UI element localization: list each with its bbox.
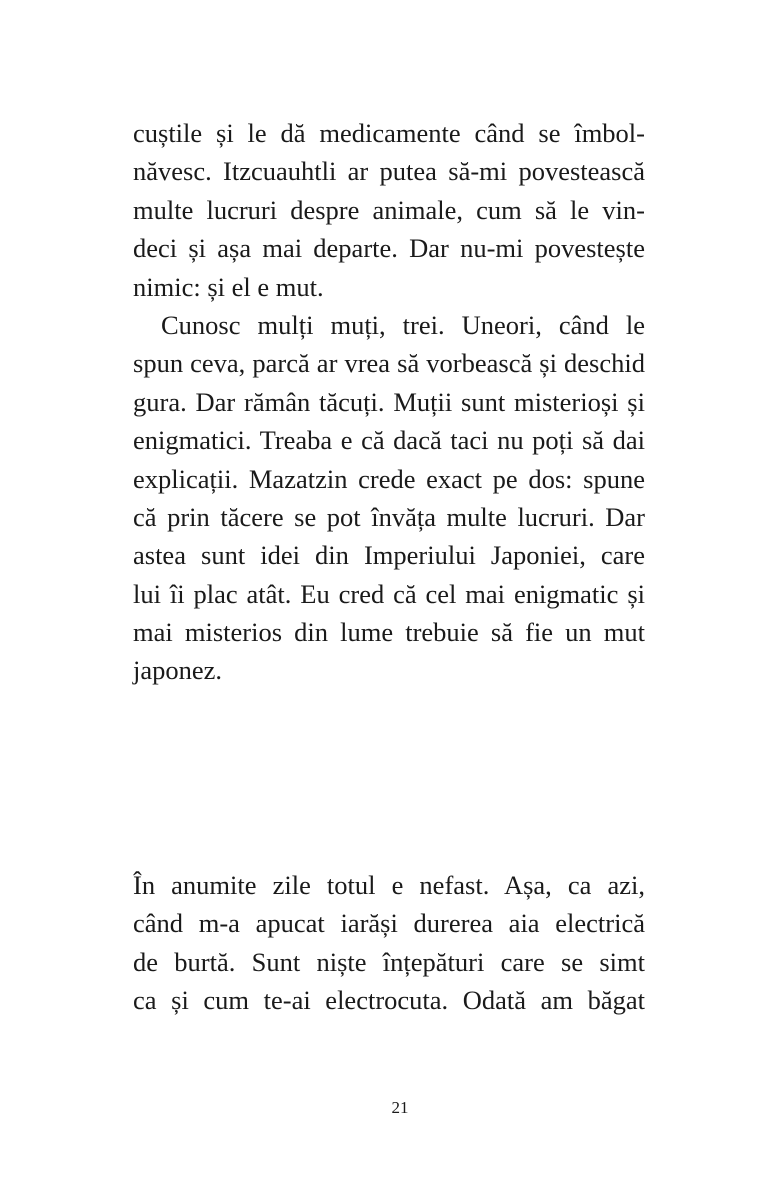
text-line: deci și așa mai departe. Dar nu-mi povestește: [133, 233, 645, 264]
text-line: mai misterios din lume trebuie să fie un mut: [133, 617, 645, 648]
text-line: spun ceva, parcă ar vrea să vorbească și deschid: [133, 348, 645, 379]
text-line: ca și cum te-ai electrocuta. Odată am băgat: [133, 985, 645, 1016]
text-line: gura. Dar rămân tăcuți. Muții sunt misterioși și: [133, 386, 645, 417]
text-line: explicații. Mazatzin crede exact pe dos: spune: [133, 463, 645, 494]
text-line: de burtă. Sunt niște înțepături care se simt: [133, 946, 645, 977]
text-block-new-section: [133, 866, 645, 1020]
text-line: că prin tăcere se pot învăța multe lucruri. Dar: [133, 501, 645, 532]
text-block-top: [133, 114, 645, 690]
paragraph: [133, 306, 645, 690]
text-line: când m-a apucat iarăși durerea aia electrică: [133, 908, 645, 939]
paragraph: [133, 114, 645, 306]
text-line: multe lucruri despre animale, cum să le vin-: [133, 194, 645, 225]
text-line: Cunosc mulți muți, trei. Uneori, când le: [161, 309, 645, 340]
text-line: cuștile și le dă medicamente când se îmbol-: [133, 118, 645, 148]
text-line: astea sunt idei din Imperiului Japoniei, care: [133, 540, 645, 571]
text-line: nimic: și el e mut.: [133, 271, 324, 302]
text-line: În anumite zile totul e nefast. Așa, ca azi,: [133, 870, 645, 900]
text-line: enigmatici. Treaba e că dacă taci nu poți să dai: [133, 425, 645, 456]
text-line: japonez.: [133, 655, 223, 686]
page-number: 21: [391, 1098, 409, 1117]
text-line: năvesc. Itzcuauhtli ar putea să-mi povestească: [133, 156, 645, 187]
text-line: lui îi plac atât. Eu cred că cel mai enigmatic și: [133, 578, 645, 609]
